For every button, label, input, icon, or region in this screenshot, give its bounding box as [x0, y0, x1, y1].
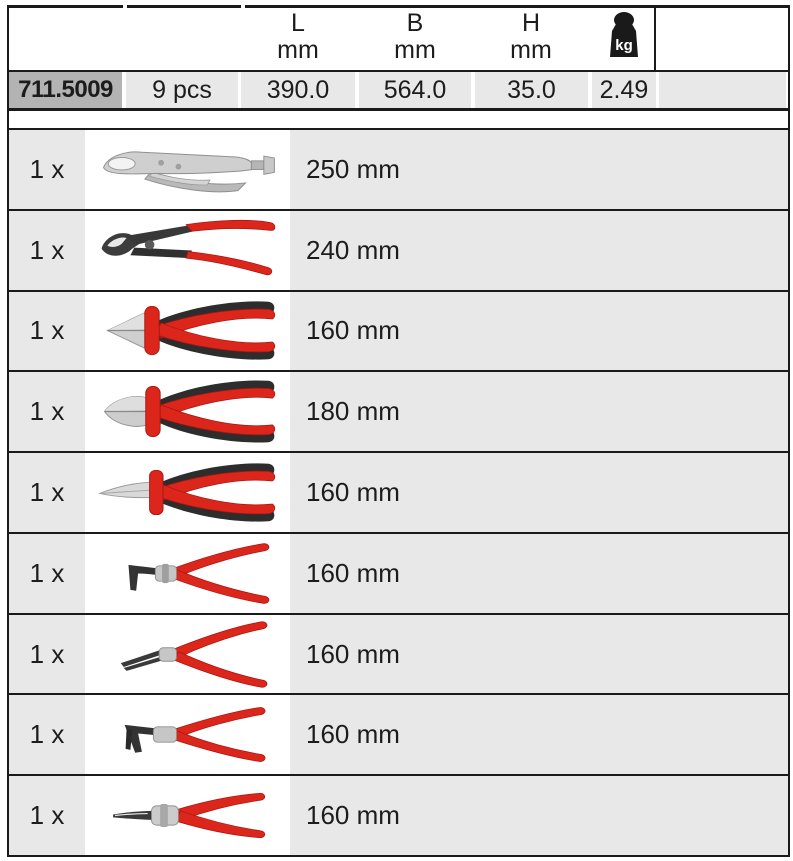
column-header-width — [360, 10, 470, 64]
kg-label: kg — [615, 37, 633, 54]
item-list — [7, 130, 790, 857]
quantity-cell: 1 x — [9, 453, 85, 532]
column-unit: mm — [510, 36, 552, 64]
circlip-pliers-straight-image — [92, 616, 284, 693]
tool-image-cell — [85, 292, 290, 371]
water-pump-pliers-image — [92, 212, 284, 289]
length-value-cell: 390.0 — [241, 72, 355, 108]
combination-pliers-image — [92, 373, 284, 450]
table-row — [9, 292, 788, 373]
size-cell: 160 mm — [290, 615, 788, 694]
height-value-cell: 35.0 — [475, 72, 588, 108]
column-letter: B — [406, 9, 424, 37]
size-cell: 240 mm — [290, 211, 788, 290]
top-border-segment — [8, 5, 123, 8]
quantity-cell: 1 x — [9, 615, 85, 694]
top-border-segment — [245, 5, 788, 8]
size-cell: 250 mm — [290, 130, 788, 209]
table-row — [9, 211, 788, 292]
locking-pliers-image — [92, 131, 284, 208]
circlip-pliers-bent-internal-image — [92, 696, 284, 773]
spec-row-bottom-border — [8, 108, 788, 111]
table-row — [9, 453, 788, 534]
quantity-cell: 1 x — [9, 372, 85, 451]
table-row — [9, 615, 788, 696]
tool-image-cell — [85, 453, 290, 532]
article-number-cell: 711.5009 — [9, 72, 122, 108]
tool-image-cell — [85, 211, 290, 290]
column-unit: mm — [394, 36, 436, 64]
table-row — [9, 130, 788, 211]
quantity-cell: 1 x — [9, 695, 85, 774]
diagonal-cutting-pliers-image — [92, 292, 284, 369]
tool-image-cell — [85, 776, 290, 855]
top-border-segment — [127, 5, 241, 8]
size-cell: 180 mm — [290, 372, 788, 451]
size-cell: 160 mm — [290, 776, 788, 855]
kg-weight-icon — [606, 11, 642, 61]
size-cell: 160 mm — [290, 453, 788, 532]
header-column-divider — [654, 5, 656, 71]
tool-image-cell — [85, 615, 290, 694]
circlip-pliers-bent-image — [92, 535, 284, 612]
column-header-height — [476, 10, 586, 64]
column-unit: mm — [277, 36, 319, 64]
pieces-cell: 9 pcs — [126, 72, 238, 108]
long-nose-pliers-image — [92, 454, 284, 531]
weight-value-cell: 2.49 — [592, 72, 656, 108]
table-row — [9, 372, 788, 453]
quantity-cell: 1 x — [9, 534, 85, 613]
table-row — [9, 695, 788, 776]
tool-image-cell — [85, 695, 290, 774]
size-cell: 160 mm — [290, 695, 788, 774]
table-row — [9, 776, 788, 857]
quantity-cell: 1 x — [9, 211, 85, 290]
quantity-cell: 1 x — [9, 292, 85, 371]
empty-spec-cell — [659, 72, 786, 108]
quantity-cell: 1 x — [9, 130, 85, 209]
size-cell: 160 mm — [290, 534, 788, 613]
size-cell: 160 mm — [290, 292, 788, 371]
tool-image-cell — [85, 372, 290, 451]
tool-image-cell — [85, 534, 290, 613]
quantity-cell: 1 x — [9, 776, 85, 855]
column-header-length — [243, 10, 353, 64]
circlip-pliers-straight-internal-image — [92, 777, 284, 854]
column-letter: L — [291, 9, 305, 37]
width-value-cell: 564.0 — [359, 72, 471, 108]
table-row — [9, 534, 788, 615]
tool-image-cell — [85, 130, 290, 209]
column-letter: H — [521, 9, 541, 37]
